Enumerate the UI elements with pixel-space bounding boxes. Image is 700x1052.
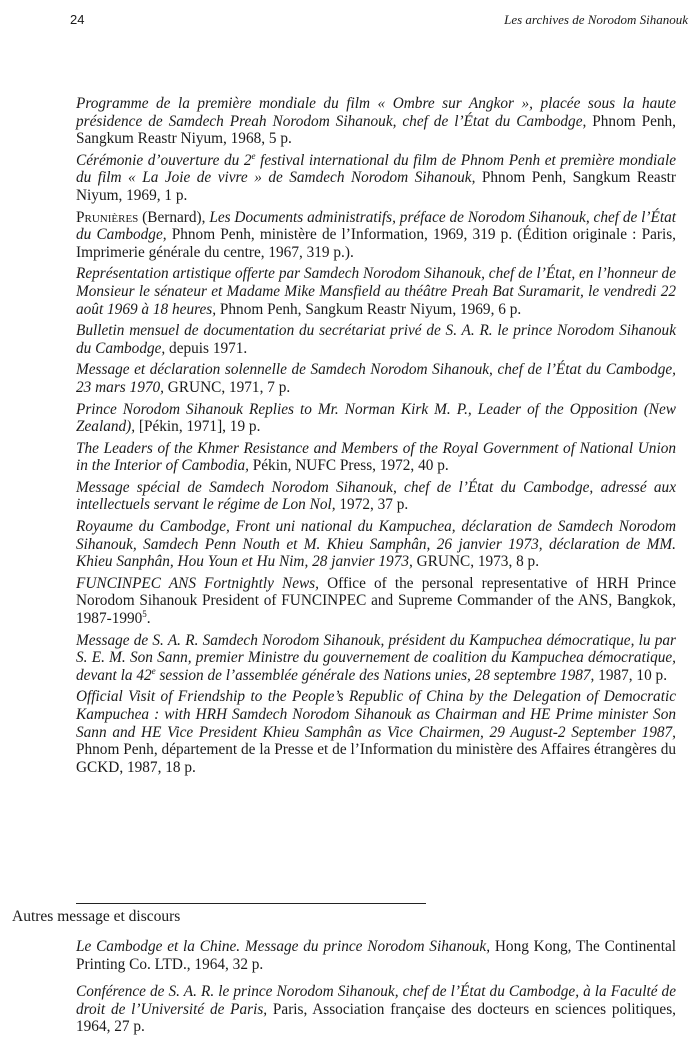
bibliography-entry (76, 322, 676, 357)
entry-title: Prince Norodom Sihanouk Replies to Mr. Norman Kirk M. P., Leader of the Opposition (New Zealand), (76, 400, 676, 436)
running-head: Les archives de Norodom Sihanouk (504, 12, 688, 27)
entry-publication: Phnom Penh, Sangkum Reastr Niyum, 1969, 6 p. (216, 300, 522, 318)
entry-publication: Phnom Penh, département de la Presse et de l’Information du ministère des Affaires étrangères du GCKD, 1987, 18 p. (76, 741, 676, 776)
entry-title: Message et déclaration solennelle de Samdech Norodom Sihanouk, chef de l’État du Cambodge, 23 mars 1970, (76, 361, 676, 396)
entry-publication: Office of the personal representative of HRH Prince Norodom Sihanouk President of FUNCINPEC and Supreme Commander of the ANS, Bangkok, 1987-1990 (76, 574, 676, 628)
entry-title-continued: festival international du film de Phnom Penh et première mondiale du film « La Joie de vivre » de Samdech Norodom Sihanouk, (76, 151, 676, 187)
entry-publication: Pékin, NUFC Press, 1972, 40 p. (248, 457, 449, 475)
entry-title: Official Visit of Friendship to the People’s Republic of China by the Delegation of Democratic Kampuchea : with HRH Samdech Norodom Sihanouk as Chairman and HE Prime minister Son Sann and HE Vice President Khieu Samphân as Vice Chairmen, 29 August-2 September 1987, (76, 688, 676, 741)
entry-title: Message spécial de Samdech Norodom Sihanouk, chef de l’État du Cambodge, adressé aux intellectuels servant le régime de Lon Nol, (76, 478, 676, 514)
entry-title: Les Documents administratifs, préface de Norodom Sihanouk, chef de l’État du Cambodge, (76, 208, 676, 244)
entry-publication: Hong Kong, The Continental Printing Co. LTD., 1964, 32 p. (76, 938, 676, 973)
bibliography-list (76, 95, 676, 780)
entry-title: Conférence de S. A. R. le prince Norodom Sihanouk, chef de l’État du Cambodge, à la Faculté de droit de l’Université de Paris, (76, 983, 676, 1018)
entry-publication: [Pékin, 1971], 19 p. (135, 418, 261, 436)
bibliography-entry (76, 632, 676, 685)
entry-publication: Phnom Penh, Sangkum Reastr Niyum, 1968, 5 p. (76, 112, 676, 148)
entry-title: Représentation artistique offerte par Samdech Norodom Sihanouk, chef de l’État, en l’honneur de Monsieur le sénateur et Madame Mike Mansfield au théâtre Preah Bat Suramarit, le vendredi 22 août 1969 à 18 heures, (76, 265, 676, 318)
entry-publication: Paris, Association française des docteurs en sciences politiques, 1964, 27 p. (76, 1000, 676, 1036)
entry-title: Message de S. A. R. Samdech Norodom Sihanouk, président du Kampuchea démocratique, lu par S. E. M. Son Sann, premier Ministre du gouvernement de coalition du Kampuchea démocratique, devant la 42 (76, 631, 676, 684)
entry-publication-end: . (146, 610, 151, 628)
section-heading: Autres message et discours (12, 908, 181, 925)
entry-title-continued: session de l’assemblée générale des Nations unies, 28 septembre 1987, (155, 666, 595, 684)
entry-title: The Leaders of the Khmer Resistance and Members of the Royal Government of National Union in the Interior of Cambodia, (76, 439, 676, 475)
bibliography-entry (76, 688, 676, 776)
entry-author: Prunières (76, 208, 139, 226)
superscript: e (151, 665, 156, 676)
section-divider (76, 903, 426, 904)
entry-publication: 1972, 37 p. (335, 496, 409, 514)
bibliography-entry (76, 265, 676, 318)
entry-publication: GRUNC, 1971, 7 p. (163, 378, 291, 396)
entry-title: Royaume du Cambodge, Front uni national du Kampuchea, déclaration de Samdech Norodom Sihanouk, Samdech Penn Nouth et M. Khieu Samphân, 26 janvier 1973, déclaration de MM. Khieu Sanphân, Hou Youn et Hu Nim, 28 janvier 1973, (76, 518, 676, 571)
entry-author-forename: (Bernard), (138, 208, 210, 226)
bibliography-entry (76, 983, 676, 1036)
entry-publication: Phnom Penh, Sangkum Reastr Niyum, 1969, 1 p. (76, 169, 676, 204)
bibliography-entry (76, 479, 676, 514)
bibliography-entry (76, 518, 676, 571)
bibliography-entry (76, 361, 676, 396)
section-bibliography-list (76, 938, 676, 1046)
entry-publication: depuis 1971. (165, 339, 248, 357)
entry-title: FUNCINPEC ANS Fortnightly News, (76, 574, 319, 592)
entry-title: Bulletin mensuel de documentation du secrétariat privé de S. A. R. le prince Norodom Sihanouk du Cambodge, (76, 322, 676, 357)
footnote-marker: 5 (142, 608, 147, 619)
entry-title: Le Cambodge et la Chine. Message du prince Norodom Sihanouk, (76, 938, 491, 955)
entry-publication: Phnom Penh, ministère de l’Information, 1969, 319 p. (Édition originale : Paris, Imprimerie générale du centre, 1967, 319 p.). (76, 226, 676, 261)
bibliography-entry (76, 209, 676, 262)
entry-title: Programme de la première mondiale du film « Ombre sur Angkor », placée sous la haute présidence de Samdech Preah Norodom Sihanouk, chef de l’État du Cambodge, (76, 95, 676, 130)
superscript: e (251, 150, 256, 161)
entry-publication: GRUNC, 1973, 8 p. (412, 553, 540, 571)
bibliography-entry (76, 575, 676, 628)
bibliography-entry (76, 152, 676, 205)
bibliography-entry (76, 938, 676, 973)
bibliography-entry (76, 401, 676, 436)
page-number: 24 (70, 12, 85, 27)
entry-title: Cérémonie d’ouverture du 2 (76, 151, 252, 169)
bibliography-entry (76, 440, 676, 475)
entry-publication: 1987, 10 p. (594, 666, 668, 684)
bibliography-entry (76, 95, 676, 148)
